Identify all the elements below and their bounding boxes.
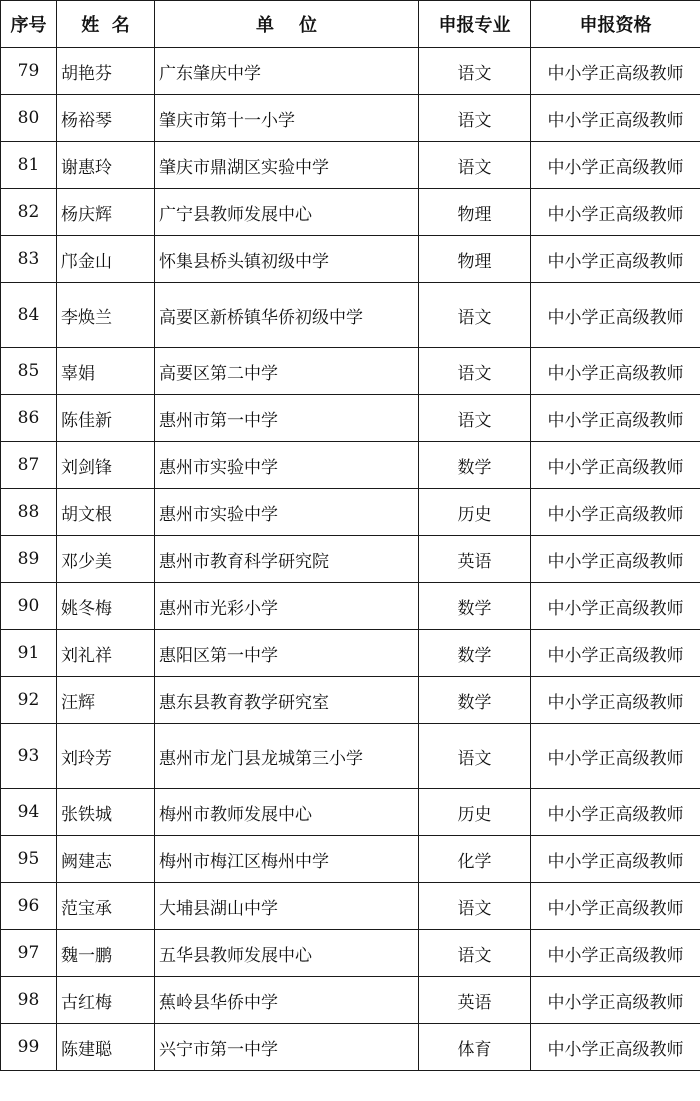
table-row: [1, 489, 700, 536]
cell-major: 数学: [419, 630, 531, 677]
cell-unit: 广东肇庆中学: [155, 48, 419, 95]
cell-seq: 92: [1, 677, 57, 724]
cell-qualification: 中小学正高级教师: [531, 883, 700, 930]
cell-seq: 89: [1, 536, 57, 583]
cell-qualification: 中小学正高级教师: [531, 95, 700, 142]
cell-name: 杨庆辉: [57, 189, 155, 236]
cell-seq: 83: [1, 236, 57, 283]
header-unit: 单 位: [155, 1, 419, 48]
cell-seq: 87: [1, 442, 57, 489]
table-row: [1, 930, 700, 977]
table-row: [1, 395, 700, 442]
cell-name: 李焕兰: [57, 283, 155, 348]
table-row: [1, 95, 700, 142]
cell-name: 阙建志: [57, 836, 155, 883]
cell-name: 辜娟: [57, 348, 155, 395]
cell-seq: 81: [1, 142, 57, 189]
cell-qualification: 中小学正高级教师: [531, 48, 700, 95]
cell-name: 陈佳新: [57, 395, 155, 442]
cell-seq: 84: [1, 283, 57, 348]
cell-qualification: 中小学正高级教师: [531, 789, 700, 836]
cell-qualification: 中小学正高级教师: [531, 930, 700, 977]
cell-unit: 惠州市光彩小学: [155, 583, 419, 630]
cell-unit: 高要区新桥镇华侨初级中学: [155, 283, 419, 348]
cell-seq: 91: [1, 630, 57, 677]
header-row: [1, 1, 700, 48]
cell-major: 数学: [419, 677, 531, 724]
cell-major: 语文: [419, 930, 531, 977]
table-row: [1, 789, 700, 836]
table-row: [1, 189, 700, 236]
cell-major: 历史: [419, 489, 531, 536]
cell-unit: 梅州市教师发展中心: [155, 789, 419, 836]
cell-unit: 惠阳区第一中学: [155, 630, 419, 677]
cell-seq: 95: [1, 836, 57, 883]
cell-name: 魏一鹏: [57, 930, 155, 977]
table-row: [1, 630, 700, 677]
cell-seq: 99: [1, 1024, 57, 1071]
table-row: [1, 677, 700, 724]
cell-unit: 惠州市实验中学: [155, 442, 419, 489]
table-row: [1, 1024, 700, 1071]
table-row: [1, 724, 700, 789]
cell-major: 数学: [419, 583, 531, 630]
cell-major: 语文: [419, 283, 531, 348]
cell-seq: 85: [1, 348, 57, 395]
cell-seq: 79: [1, 48, 57, 95]
table-row: [1, 883, 700, 930]
cell-unit: 广宁县教师发展中心: [155, 189, 419, 236]
cell-qualification: 中小学正高级教师: [531, 189, 700, 236]
cell-unit: 五华县教师发展中心: [155, 930, 419, 977]
cell-seq: 80: [1, 95, 57, 142]
cell-name: 邓少美: [57, 536, 155, 583]
cell-seq: 97: [1, 930, 57, 977]
cell-qualification: 中小学正高级教师: [531, 142, 700, 189]
table-row: [1, 536, 700, 583]
cell-qualification: 中小学正高级教师: [531, 630, 700, 677]
header-name: 姓 名: [57, 1, 155, 48]
cell-unit: 惠州市龙门县龙城第三小学: [155, 724, 419, 789]
table-row: [1, 236, 700, 283]
cell-unit: 肇庆市鼎湖区实验中学: [155, 142, 419, 189]
cell-major: 化学: [419, 836, 531, 883]
header-seq: 序号: [1, 1, 57, 48]
cell-seq: 94: [1, 789, 57, 836]
header-qualification: 申报资格: [531, 1, 700, 48]
cell-name: 邝金山: [57, 236, 155, 283]
cell-qualification: 中小学正高级教师: [531, 536, 700, 583]
cell-name: 刘玲芳: [57, 724, 155, 789]
cell-major: 数学: [419, 442, 531, 489]
cell-unit: 肇庆市第十一小学: [155, 95, 419, 142]
table-body: [1, 48, 700, 1071]
cell-name: 胡文根: [57, 489, 155, 536]
cell-major: 英语: [419, 977, 531, 1024]
table-row: [1, 977, 700, 1024]
cell-name: 杨裕琴: [57, 95, 155, 142]
table-row: [1, 283, 700, 348]
cell-unit: 大埔县湖山中学: [155, 883, 419, 930]
cell-name: 张铁城: [57, 789, 155, 836]
cell-unit: 兴宁市第一中学: [155, 1024, 419, 1071]
cell-major: 语文: [419, 95, 531, 142]
cell-unit: 蕉岭县华侨中学: [155, 977, 419, 1024]
cell-unit: 梅州市梅江区梅州中学: [155, 836, 419, 883]
cell-qualification: 中小学正高级教师: [531, 724, 700, 789]
cell-major: 语文: [419, 883, 531, 930]
cell-name: 汪辉: [57, 677, 155, 724]
cell-qualification: 中小学正高级教师: [531, 583, 700, 630]
cell-seq: 90: [1, 583, 57, 630]
cell-seq: 88: [1, 489, 57, 536]
cell-name: 胡艳芬: [57, 48, 155, 95]
cell-name: 姚冬梅: [57, 583, 155, 630]
cell-unit: 高要区第二中学: [155, 348, 419, 395]
cell-qualification: 中小学正高级教师: [531, 348, 700, 395]
cell-unit: 惠州市实验中学: [155, 489, 419, 536]
table-row: [1, 583, 700, 630]
cell-major: 语文: [419, 395, 531, 442]
header-major: 申报专业: [419, 1, 531, 48]
table-row: [1, 442, 700, 489]
table-row: [1, 142, 700, 189]
cell-major: 语文: [419, 48, 531, 95]
cell-qualification: 中小学正高级教师: [531, 677, 700, 724]
cell-qualification: 中小学正高级教师: [531, 489, 700, 536]
cell-major: 语文: [419, 348, 531, 395]
cell-seq: 86: [1, 395, 57, 442]
cell-qualification: 中小学正高级教师: [531, 442, 700, 489]
cell-unit: 怀集县桥头镇初级中学: [155, 236, 419, 283]
cell-major: 语文: [419, 724, 531, 789]
cell-major: 历史: [419, 789, 531, 836]
cell-unit: 惠州市第一中学: [155, 395, 419, 442]
cell-major: 物理: [419, 236, 531, 283]
cell-qualification: 中小学正高级教师: [531, 977, 700, 1024]
cell-name: 范宝承: [57, 883, 155, 930]
table-header: [1, 1, 700, 48]
cell-qualification: 中小学正高级教师: [531, 836, 700, 883]
cell-qualification: 中小学正高级教师: [531, 1024, 700, 1071]
cell-major: 体育: [419, 1024, 531, 1071]
cell-name: 谢惠玲: [57, 142, 155, 189]
cell-name: 古红梅: [57, 977, 155, 1024]
cell-name: 刘礼祥: [57, 630, 155, 677]
cell-major: 英语: [419, 536, 531, 583]
cell-major: 语文: [419, 142, 531, 189]
table-row: [1, 836, 700, 883]
table-row: [1, 348, 700, 395]
cell-qualification: 中小学正高级教师: [531, 395, 700, 442]
cell-unit: 惠东县教育教学研究室: [155, 677, 419, 724]
cell-seq: 98: [1, 977, 57, 1024]
cell-name: 陈建聪: [57, 1024, 155, 1071]
cell-major: 物理: [419, 189, 531, 236]
cell-seq: 96: [1, 883, 57, 930]
cell-qualification: 中小学正高级教师: [531, 283, 700, 348]
cell-seq: 93: [1, 724, 57, 789]
cell-seq: 82: [1, 189, 57, 236]
cell-qualification: 中小学正高级教师: [531, 236, 700, 283]
cell-unit: 惠州市教育科学研究院: [155, 536, 419, 583]
cell-name: 刘剑锋: [57, 442, 155, 489]
table-row: [1, 48, 700, 95]
